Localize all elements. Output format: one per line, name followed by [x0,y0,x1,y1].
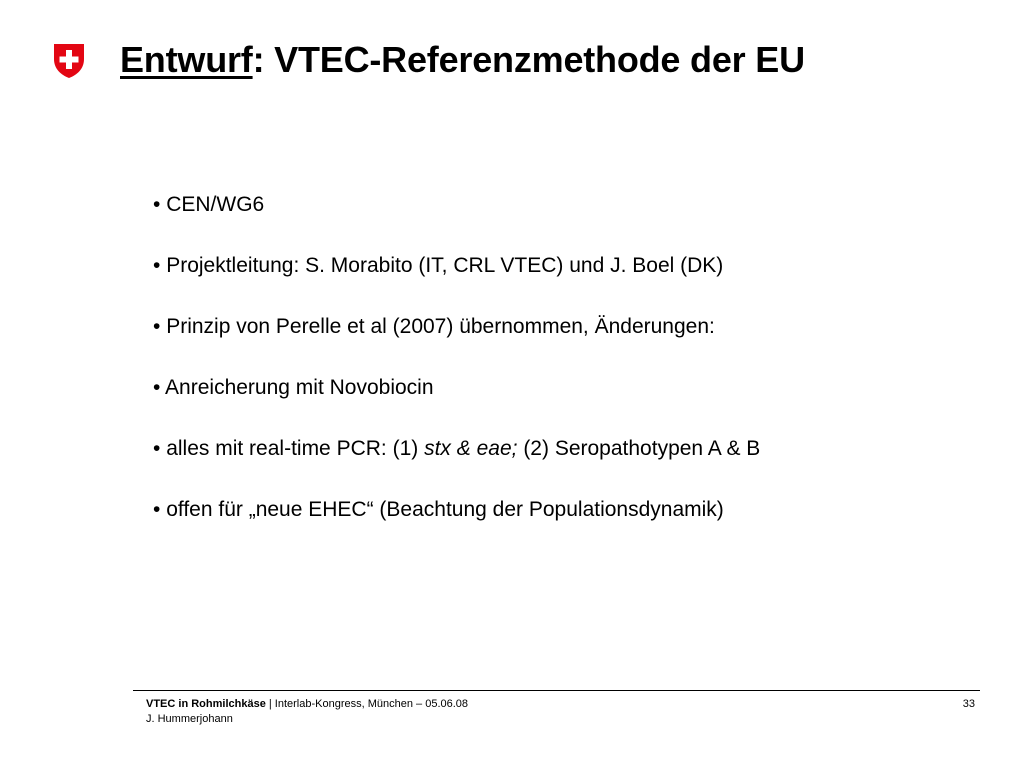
footer-divider [133,690,980,691]
bullet-text: Anreicherung mit Novobiocin [165,376,434,399]
footer-event: Interlab-Kongress, München – 05.06.08 [274,698,469,710]
bullet-marker: • [153,315,161,338]
footer-author: J. Hummerjohann [146,713,233,725]
title-rest: : VTEC-Referenzmethode der EU [252,39,805,80]
bullet-text-before: alles mit real-time PCR: (1) [166,437,425,460]
swiss-coat-of-arms-icon [53,43,85,79]
bullet-item-anreicherung [153,373,760,403]
bullet-item-cen-wg6 [153,190,760,220]
bullet-marker: • [153,376,161,399]
footer-line-1 [146,697,468,712]
bullet-list [153,190,760,556]
title-underlined-word: Entwurf [120,39,253,80]
bullet-item-prinzip [153,312,760,342]
footer-presentation-title: VTEC in Rohmilchkäse [146,698,266,710]
bullet-item-real-time-pcr [153,434,760,464]
bullet-text: offen für „neue EHEC“ (Beachtung der Populationsdynamik) [166,498,724,521]
footer-info [146,697,468,727]
bullet-text: Prinzip von Perelle et al (2007) übernommen, Änderungen: [166,315,715,338]
bullet-marker: • [153,193,161,216]
page-number: 33 [962,698,975,710]
bullet-item-neue-ehec [153,495,760,525]
bullet-marker: • [153,254,161,277]
bullet-marker: • [153,437,161,460]
bullet-text: CEN/WG6 [166,193,265,216]
bullet-item-projektleitung [153,251,760,281]
bullet-text-italic: stx & eae; [424,437,518,460]
bullet-text-after: (2) Seropathotypen A & B [517,437,761,460]
bullet-marker: • [153,498,161,521]
bullet-text: Projektleitung: S. Morabito (IT, CRL VTEC) und J. Boel (DK) [166,254,724,277]
footer-separator: | [265,698,275,710]
slide-title [120,36,805,84]
